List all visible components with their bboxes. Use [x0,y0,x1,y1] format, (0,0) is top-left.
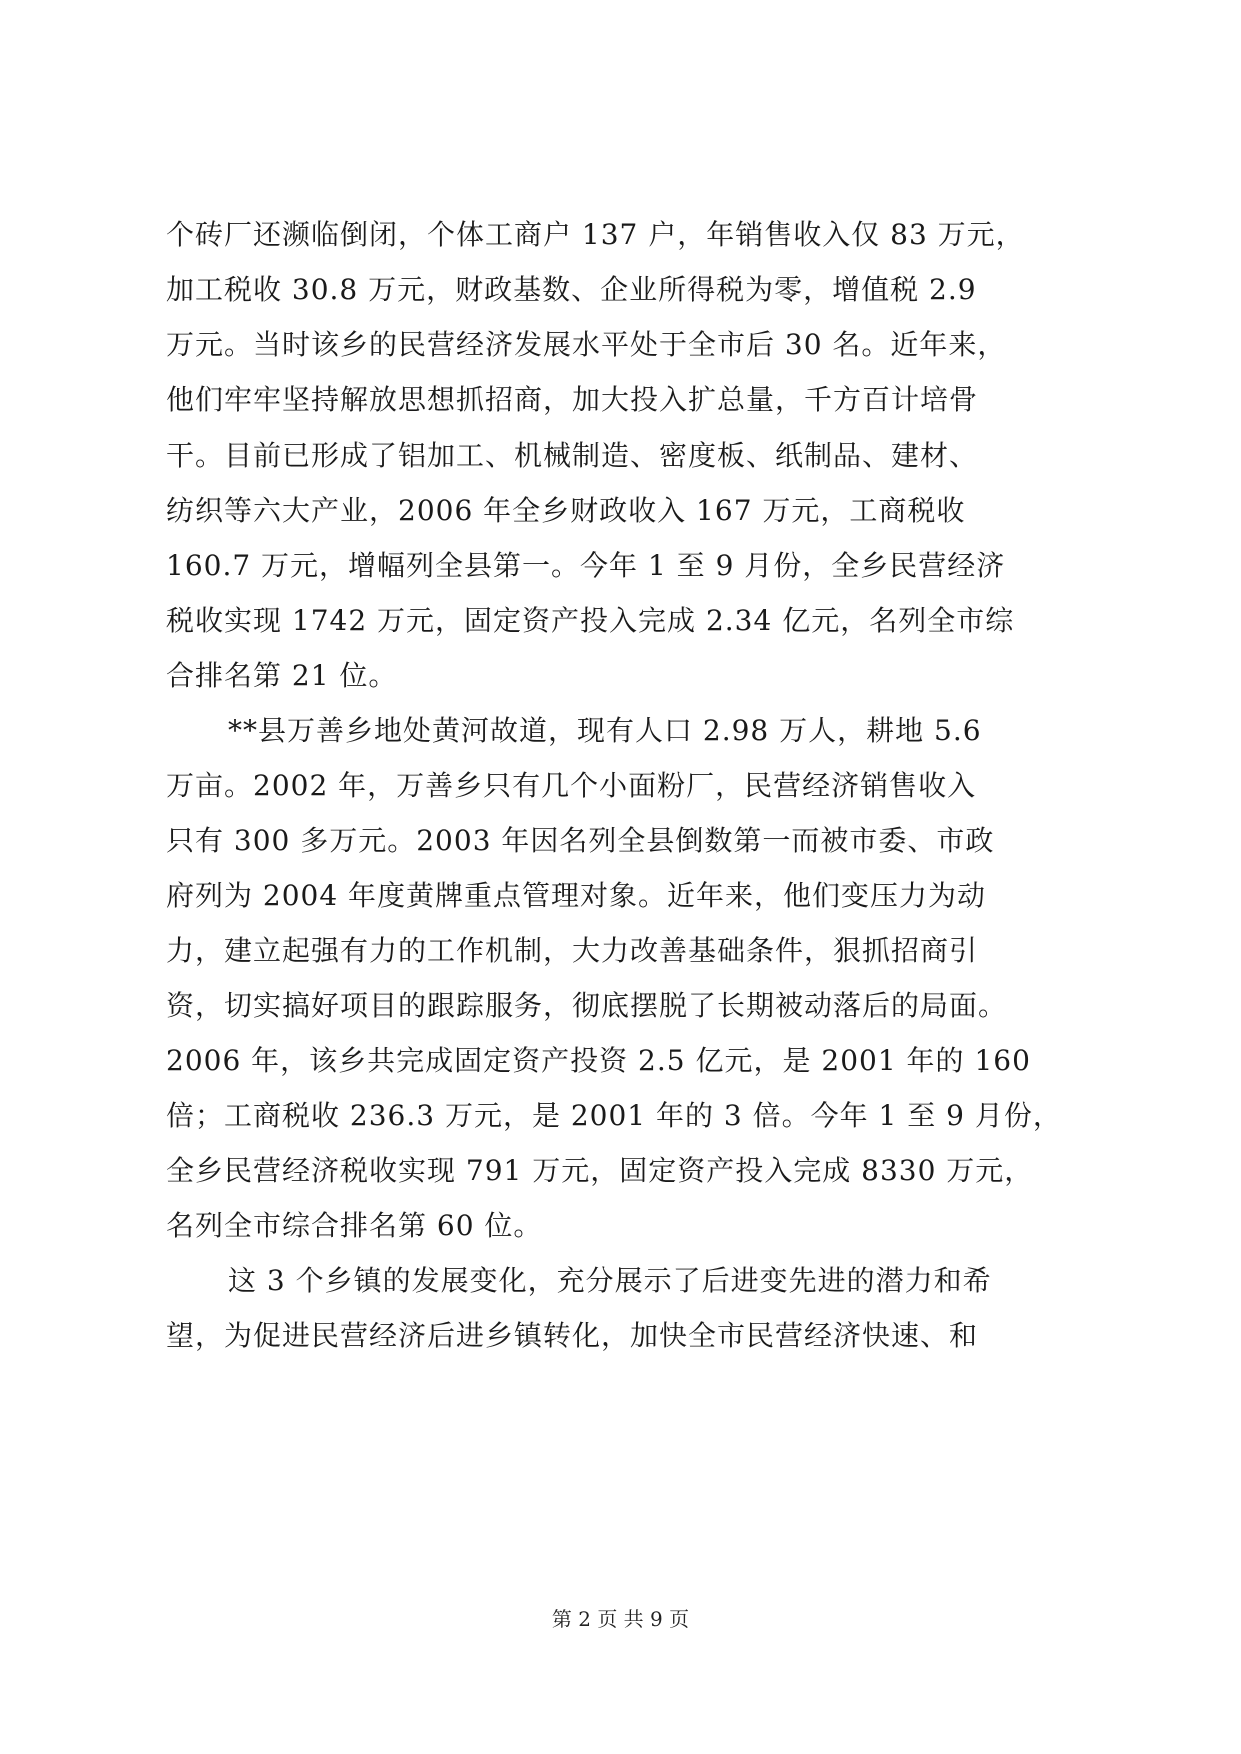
paragraph-3-line-2: 望，为促进民营经济后进乡镇转化，加快全市民营经济快速、和 [166,1319,979,1352]
paragraph-1-line-4: 他们牢牢坚持解放思想抓招商，加大投入扩总量，千方百计培骨 [166,383,979,416]
paragraph-1-line-3: 万元。当时该乡的民营经济发展水平处于全市后 30 名。近年来， [166,328,1007,361]
paragraph-2-line-6: 资，切实搞好项目的跟踪服务，彻底摆脱了长期被动落后的局面。 [166,989,1008,1022]
paragraph-2-line-3: 只有 300 多万元。2003 年因名列全县倒数第一而被市委、市政 [166,824,995,857]
paragraph-1-line-6: 纺织等六大产业，2006 年全乡财政收入 167 万元，工商税收 [166,494,966,527]
paragraph-2-line-7: 2006 年，该乡共完成固定资产投资 2.5 亿元，是 2001 年的 160 [166,1044,1031,1077]
paragraph-1-line-5: 干。目前已形成了铝加工、机械制造、密度板、纸制品、建材、 [166,439,979,472]
paragraph-1-line-1: 个砖厂还濒临倒闭，个体工商户 137 户，年销售收入仅 83 万元， [166,218,1025,251]
paragraph-1-line-2: 加工税收 30.8 万元，财政基数、企业所得税为零，增值税 2.9 [166,273,977,306]
paragraph-1-line-7: 160.7 万元，增幅列全县第一。今年 1 至 9 月份，全乡民营经济 [166,549,1006,582]
paragraph-2-line-8: 倍；工商税收 236.3 万元，是 2001 年的 3 倍。今年 1 至 9 月份， [166,1099,1062,1132]
page-number-footer: 第 2 页 共 9 页 [551,1607,690,1631]
paragraph-1-line-8: 税收实现 1742 万元，固定资产投入完成 2.34 亿元，名列全市综 [166,604,1015,637]
paragraph-1-line-9: 合排名第 21 位。 [166,659,398,692]
paragraph-2-line-2: 万亩。2002 年，万善乡只有几个小面粉厂，民营经济销售收入 [166,769,977,802]
paragraph-2-line-4: 府列为 2004 年度黄牌重点管理对象。近年来，他们变压力为动 [166,879,987,912]
paragraph-2-line-1: **县万善乡地处黄河故道，现有人口 2.98 万人，耕地 5.6 [228,714,982,747]
paragraph-2-line-9: 全乡民营经济税收实现 791 万元，固定资产投入完成 8330 万元， [166,1154,1034,1187]
paragraph-2-line-10: 名列全市综合排名第 60 位。 [166,1209,543,1242]
paragraph-3-line-1: 这 3 个乡镇的发展变化，充分展示了后进变先进的潜力和希 [228,1264,992,1297]
paragraph-2-line-5: 力，建立起强有力的工作机制，大力改善基础条件，狠抓招商引 [166,934,979,967]
